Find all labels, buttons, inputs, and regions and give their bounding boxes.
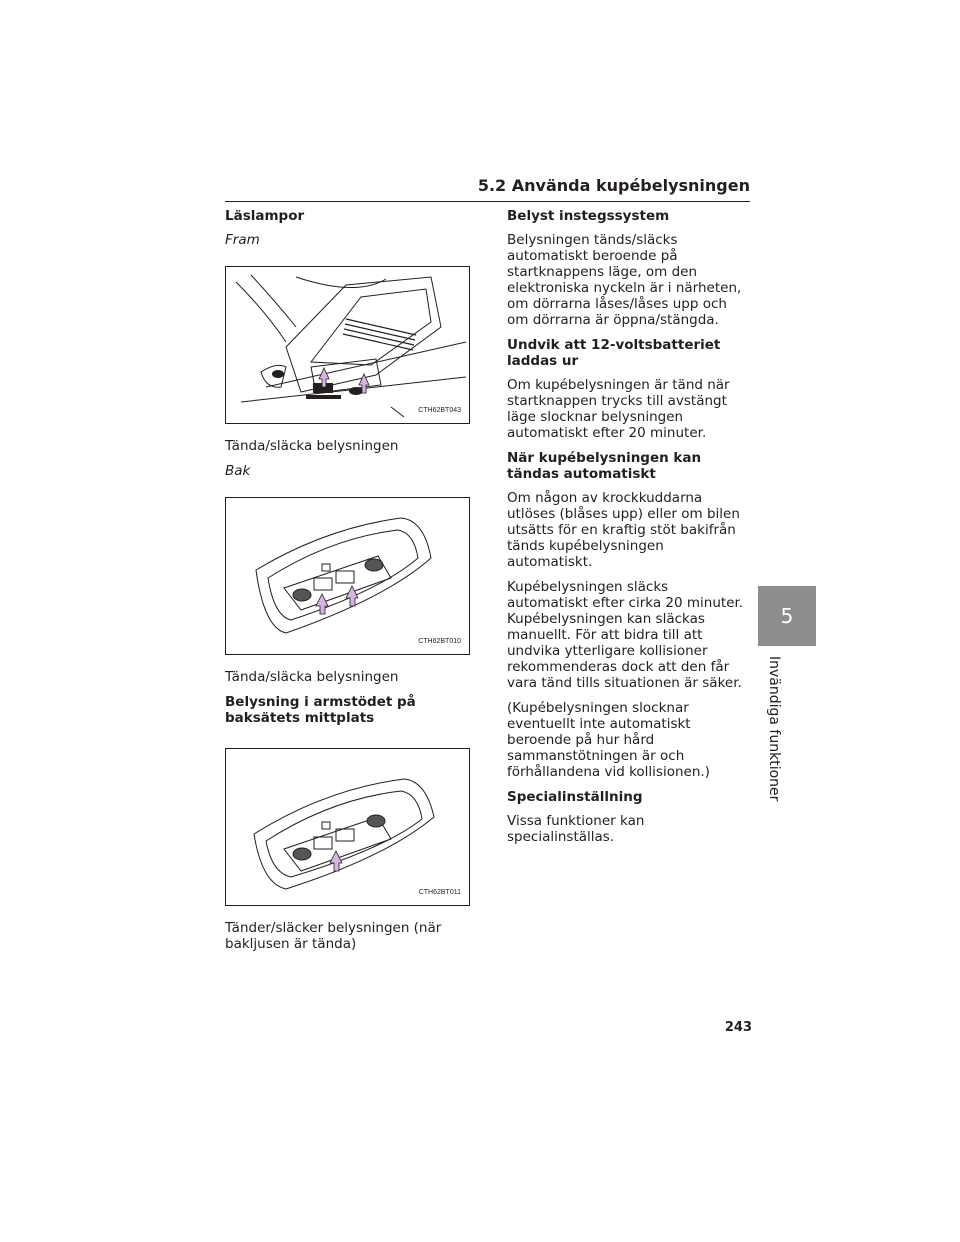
figure-front-lamp bbox=[225, 266, 470, 424]
heading-reading-lamps: Läslampor bbox=[225, 208, 305, 224]
chapter-side-label bbox=[759, 656, 789, 802]
rear-lamp-illustration bbox=[226, 498, 469, 654]
subheading-rear: Bak bbox=[225, 463, 251, 479]
figure-code: CTH62BT043 bbox=[418, 407, 461, 414]
chapter-tab: 5 bbox=[758, 586, 816, 646]
paragraph-auto-off: Kupébelysningen släcks automatiskt efter cirka 20 minuter. Kupébelysningen kan släckas manuellt. För att bidra till att undvika ytterligare kollisioner rekommenderas dock att den får vara tänd tills situationen är säker. bbox=[507, 579, 744, 691]
right-column bbox=[507, 208, 752, 854]
heading-armrest-lighting: Belysning i armstödet på baksätets mittplats bbox=[225, 694, 416, 726]
chapter-title: Invändiga funktioner bbox=[766, 656, 782, 802]
left-column bbox=[225, 208, 473, 961]
figure-code: CTH62BT010 bbox=[418, 638, 461, 645]
armrest-lamp-illustration bbox=[226, 749, 469, 905]
caption-rear: Tända/släcka belysningen bbox=[225, 669, 399, 685]
heading-battery: Undvik att 12-voltsbatteriet laddas ur bbox=[507, 337, 721, 369]
page-number: 243 bbox=[724, 1020, 752, 1035]
paragraph-customization: Vissa funktioner kan specialinställas. bbox=[507, 813, 645, 845]
paragraph-entry-lighting: Belysningen tänds/släcks automatiskt beroende på startknappens läge, om den elektroniska nyckeln är i närheten, om dörrarna låses/låses upp och om dörrarna är öppna/stängda. bbox=[507, 232, 742, 328]
figure-rear-lamp bbox=[225, 497, 470, 655]
paragraph-auto-on: Om någon av krockkuddarna utlöses (blåses upp) eller om bilen utsätts för en kraftig stöt bakifrån tänds kupébelysningen automatiskt. bbox=[507, 490, 740, 570]
figure-armrest-lamp bbox=[225, 748, 470, 906]
caption-front: Tända/släcka belysningen bbox=[225, 438, 399, 454]
figure-code: CTH62BT011 bbox=[418, 889, 461, 896]
subheading-front: Fram bbox=[225, 232, 260, 248]
front-lamp-illustration bbox=[226, 267, 469, 423]
paragraph-note: (Kupébelysningen slocknar eventuellt inte automatiskt beroende på hur hård sammanstötningen är och förhållandena vid kollisionen.) bbox=[507, 700, 710, 780]
heading-auto-on: När kupébelysningen kan tändas automatiskt bbox=[507, 450, 702, 482]
caption-armrest: Tänder/släcker belysningen (när bakljusen är tända) bbox=[225, 920, 442, 952]
section-header: 5.2 Använda kupébelysningen bbox=[225, 176, 750, 202]
paragraph-battery: Om kupébelysningen är tänd när startknappen trycks till avstängt läge slocknar belysningen automatiskt efter 20 minuter. bbox=[507, 377, 730, 441]
heading-entry-lighting: Belyst instegssystem bbox=[507, 208, 670, 224]
heading-customization: Specialinställning bbox=[507, 789, 643, 805]
